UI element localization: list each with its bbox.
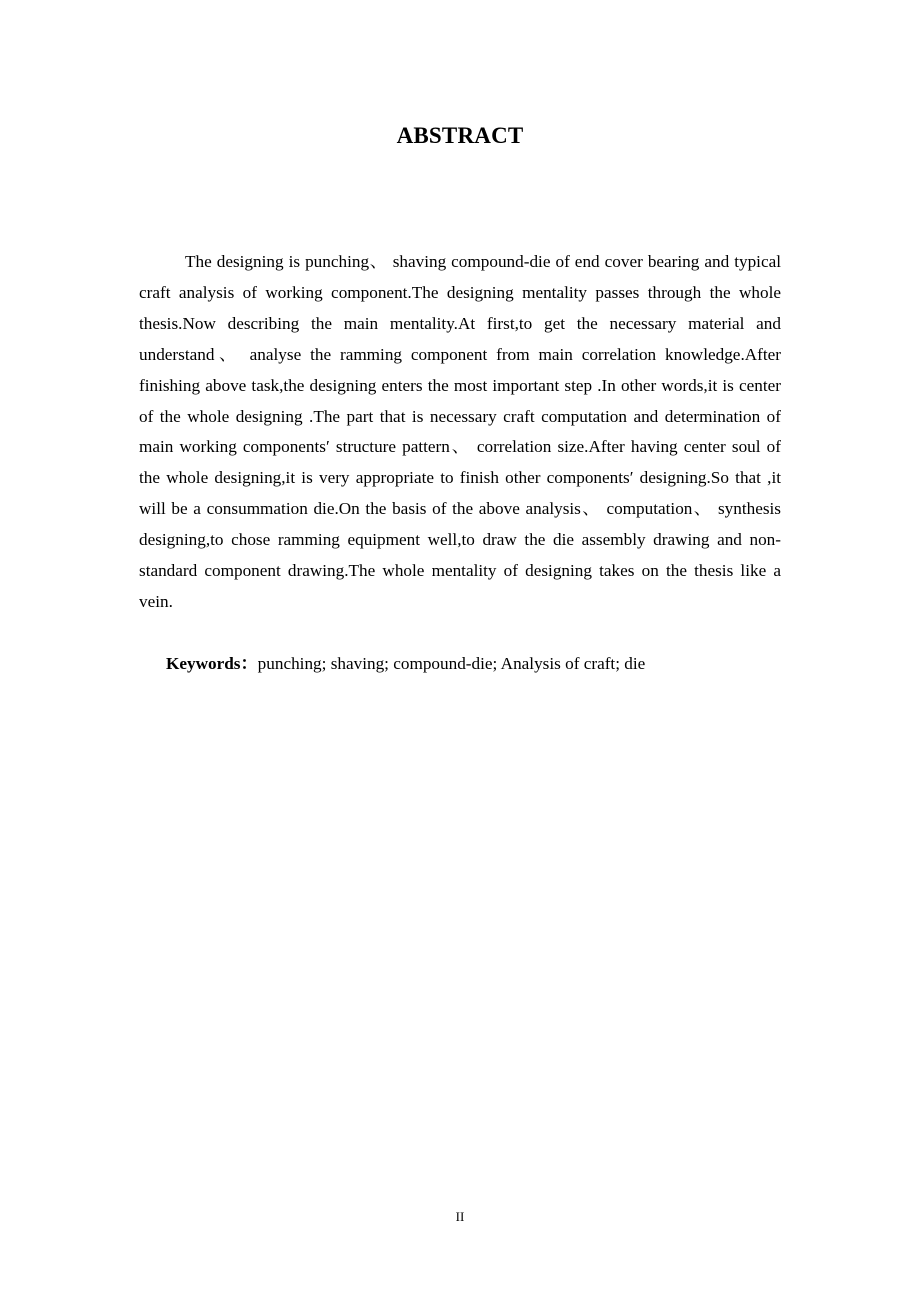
page-number: II [455, 1209, 465, 1224]
keywords-label: Keywords： [166, 654, 258, 673]
abstract-paragraph: The designing is punching、 shaving compound-die of end cover bearing and typical craft analysis of working component.The designing mentality passes through the whole thesis.Now describing the main mentality.At first,to get the necessary material and understand、 analyse the ramming component from main correlation knowledge.After finishing above task,the designing enters the most important step .In other words,it is center of the whole designing .The part that is necessary craft computation and determination of main working components′ structure pattern、 correlation size.After having center soul of the whole designing,it is very appropriate to finish other components′ designing.So that ,it will be a consummation die.On the basis of the above analysis、 computation、 synthesis designing,to chose ramming equipment well,to draw the die assembly drawing and non-standard component drawing.The whole mentality of designing takes on the thesis like a vein. [139, 252, 781, 611]
keywords-line [166, 649, 786, 679]
keywords-list: punching; shaving; compound-die; Analysis of craft; die [257, 654, 646, 673]
page-title: ABSTRACT [396, 123, 524, 148]
